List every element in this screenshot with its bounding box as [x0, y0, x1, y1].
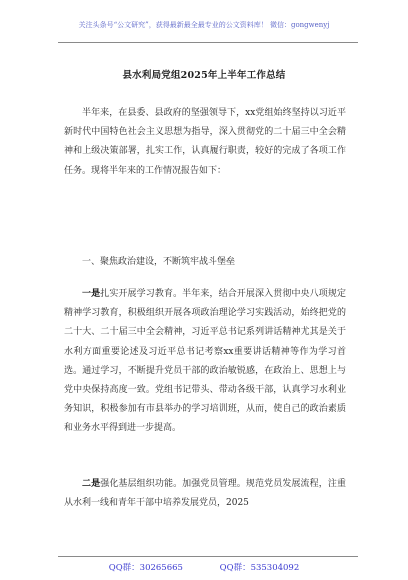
- paragraph-one-lead: 一是: [82, 289, 101, 299]
- paragraph-two-lead: 二是: [82, 479, 101, 489]
- footer-divider: [58, 556, 358, 557]
- header-banner: 关注头条号“公文研究”，获得最新最全最专业的公文资料库！ 微信：gongwenyj: [78, 21, 330, 29]
- intro-paragraph: 半年来，在县委、县政府的坚强领导下，xx党组始终坚持以习近平新时代中国特色社会主义思想为指导，深入贯彻党的二十届三中全会精神和上级决策部署，扎实工作，认真履行职责，较好的完成了各项工作任务。现将半年来的工作情况报告如下：: [64, 108, 346, 176]
- paragraph-two-text: 强化基层组织功能。加强党员管理。规范党员发展流程，注重从水利一线和青年干部中培养发展党员，2025: [64, 479, 346, 509]
- paragraph-two: [64, 475, 346, 513]
- document-title: 县水利局党组2025年上半年工作总结: [122, 70, 286, 81]
- section-heading: 一、聚焦政治建设，不断筑牢战斗堡垒: [82, 257, 236, 267]
- footer-qq-group-1: QQ群：30265665: [108, 563, 183, 573]
- header-divider: [58, 42, 358, 43]
- paragraph-one: [64, 285, 346, 439]
- footer: [0, 561, 408, 573]
- footer-qq-group-2: QQ群：535304092: [219, 563, 300, 573]
- paragraph-one-text: 扎实开展学习教育。半年来，结合开展深入贯彻中央八项规定精神学习教育，积极组织开展各项政治理论学习实践活动，始终把党的二十大、二十届三中全会精神，习近平总书记系列讲话精神尤其是关于水利方面重要论述及习近平总书记考察xx重要讲话精神等作为学习首选。通过学习，不断提升党员干部的政治敏锐感，在政治上、思想上与党中央保持高度一致。党组书记带头、带动各级干部，认真学习水利业务知识，积极参加有市县举办的学习培训班，从而，使自己的政治素质和业务水平得到进一步提高。: [64, 289, 346, 434]
